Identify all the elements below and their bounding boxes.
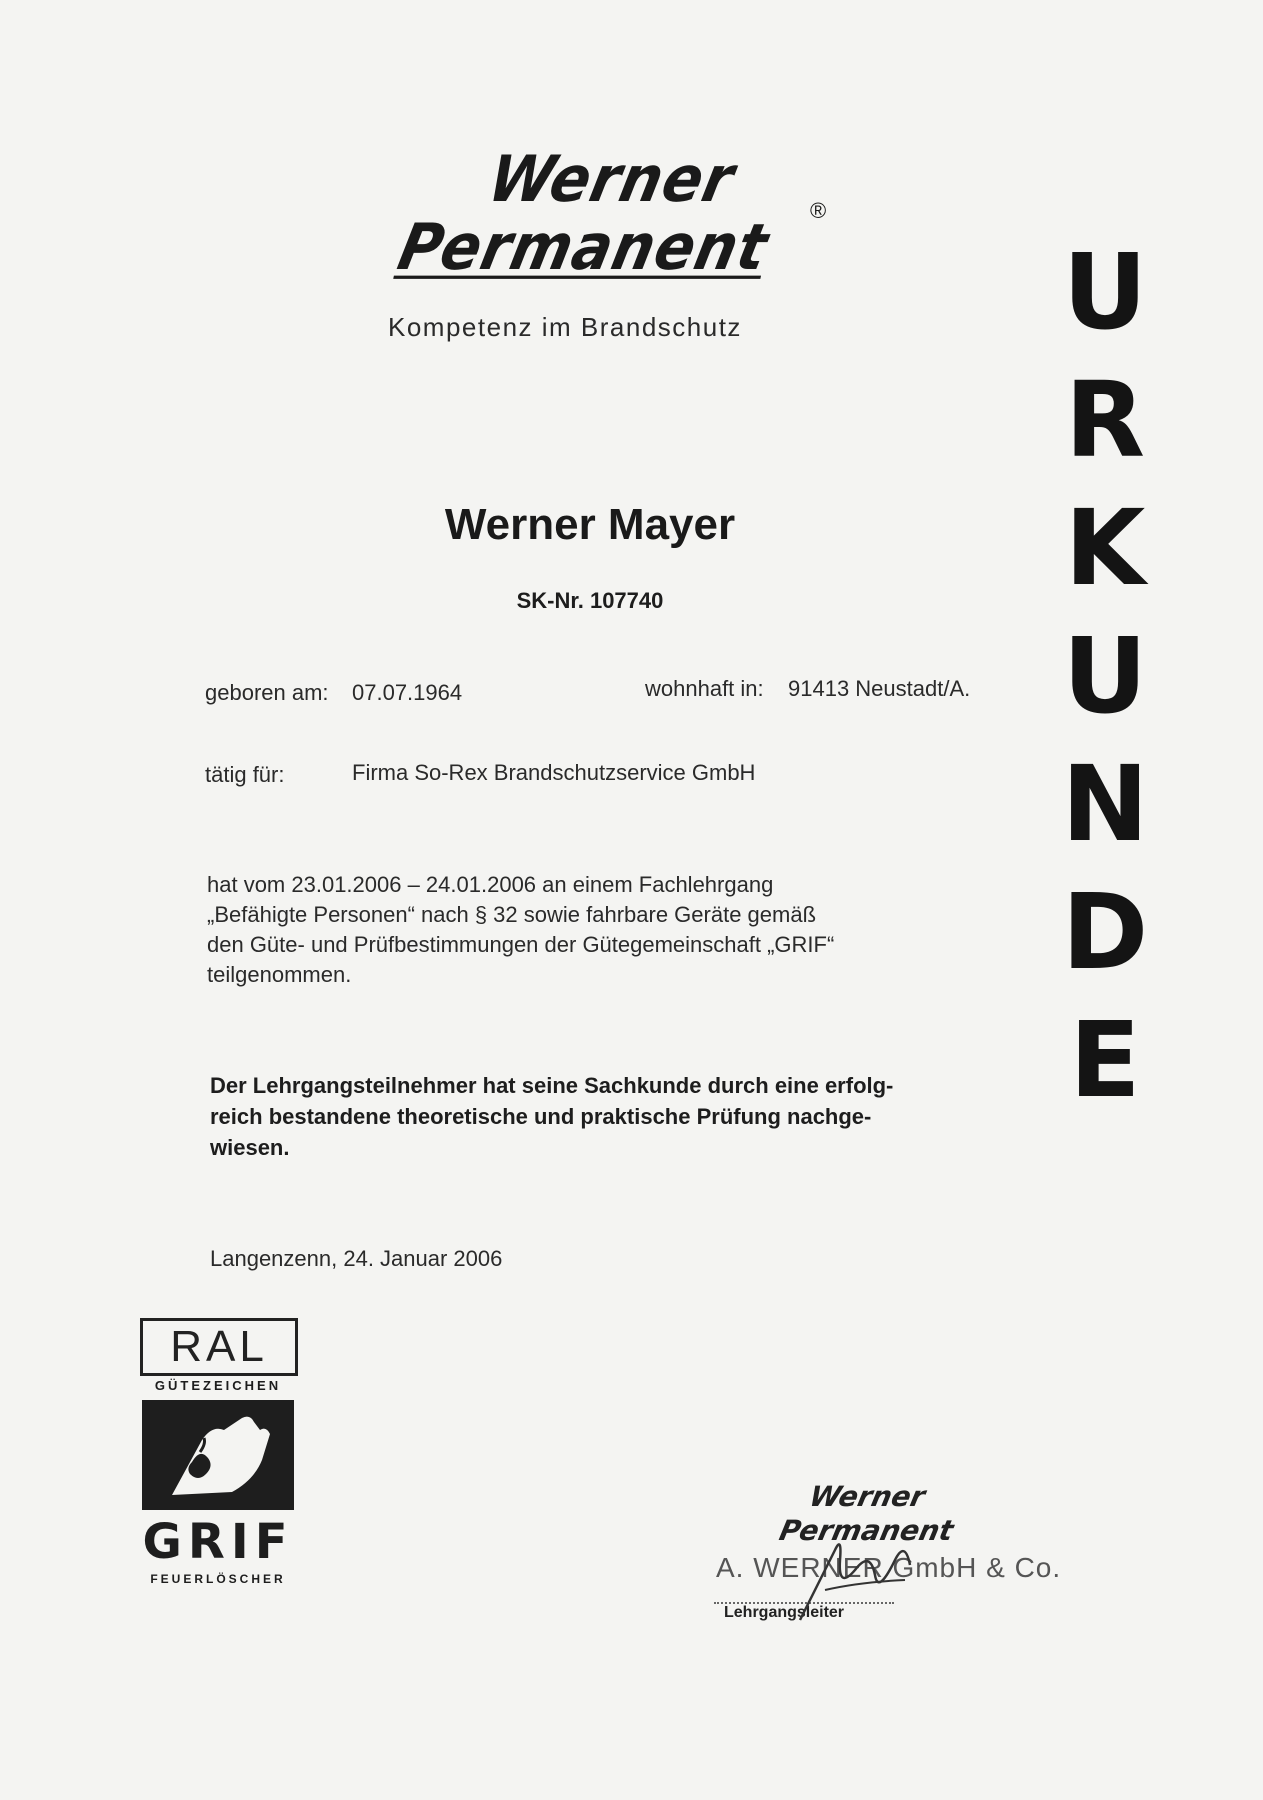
signature-icon xyxy=(780,1520,940,1630)
exam-line: reich bestandene theoretische und praktische Prüfung nachge- xyxy=(210,1104,872,1129)
sk-number: SK-Nr. 107740 xyxy=(516,588,664,613)
ral-subtitle: GÜTEZEICHEN xyxy=(154,1378,282,1393)
employer-label: tätig für: xyxy=(205,762,285,787)
stamp-role: Lehrgangsleiter xyxy=(724,1604,845,1621)
stamp-logo-line-2: Permanent xyxy=(776,1514,957,1547)
logo-line-1: Werner xyxy=(482,141,742,217)
ral-text: RAL xyxy=(170,1322,268,1371)
stamp-company: A. WERNER GmbH & Co. xyxy=(716,1552,1062,1583)
recipient-name: Werner Mayer xyxy=(444,500,736,549)
title-letter: K xyxy=(1064,487,1146,609)
course-line: hat vom 23.01.2006 – 24.01.2006 an einem Fachlehrgang xyxy=(207,872,774,897)
residence-value: 91413 Neustadt/A. xyxy=(788,676,971,701)
exam-paragraph xyxy=(210,1070,1010,1163)
title-letter: N xyxy=(1061,743,1149,865)
title-letter: D xyxy=(1061,871,1149,993)
title-letter: R xyxy=(1064,359,1146,481)
logo-line-2: Permanent xyxy=(392,209,776,285)
course-line: „Befähigte Personen“ nach § 32 sowie fahrbare Geräte gemäß xyxy=(207,902,817,927)
place-date: Langenzenn, 24. Januar 2006 xyxy=(210,1246,503,1271)
registered-mark: ® xyxy=(810,198,827,223)
title-letter: U xyxy=(1062,231,1148,353)
ral-grif-seal xyxy=(138,1318,298,1584)
course-paragraph xyxy=(207,870,987,990)
course-line: teilgenommen. xyxy=(207,962,352,987)
ral-box xyxy=(140,1318,298,1376)
feuerloescher-text: FEUERLÖSCHER xyxy=(150,1572,286,1586)
company-stamp xyxy=(710,1480,1062,1660)
born-value: 07.07.1964 xyxy=(352,680,463,705)
urkunde-title xyxy=(1050,228,1160,1124)
exam-line: wiesen. xyxy=(210,1135,290,1160)
title-letter: U xyxy=(1062,615,1148,737)
grif-text: GRIF xyxy=(142,1514,294,1570)
hand-flame-icon xyxy=(142,1400,294,1510)
born-label: geboren am: xyxy=(205,680,329,705)
title-letter: E xyxy=(1069,999,1141,1121)
stamp-logo-line-1: Werner xyxy=(806,1480,929,1513)
employer-value: Firma So-Rex Brandschutzservice GmbH xyxy=(352,760,756,785)
course-line: den Güte- und Prüfbestimmungen der Gütegemeinschaft „GRIF“ xyxy=(207,932,835,957)
residence-label: wohnhaft in: xyxy=(645,676,764,701)
company-tagline: Kompetenz im Brandschutz xyxy=(388,312,742,342)
exam-line: Der Lehrgangsteilnehmer hat seine Sachkunde durch eine erfolg- xyxy=(210,1073,894,1098)
